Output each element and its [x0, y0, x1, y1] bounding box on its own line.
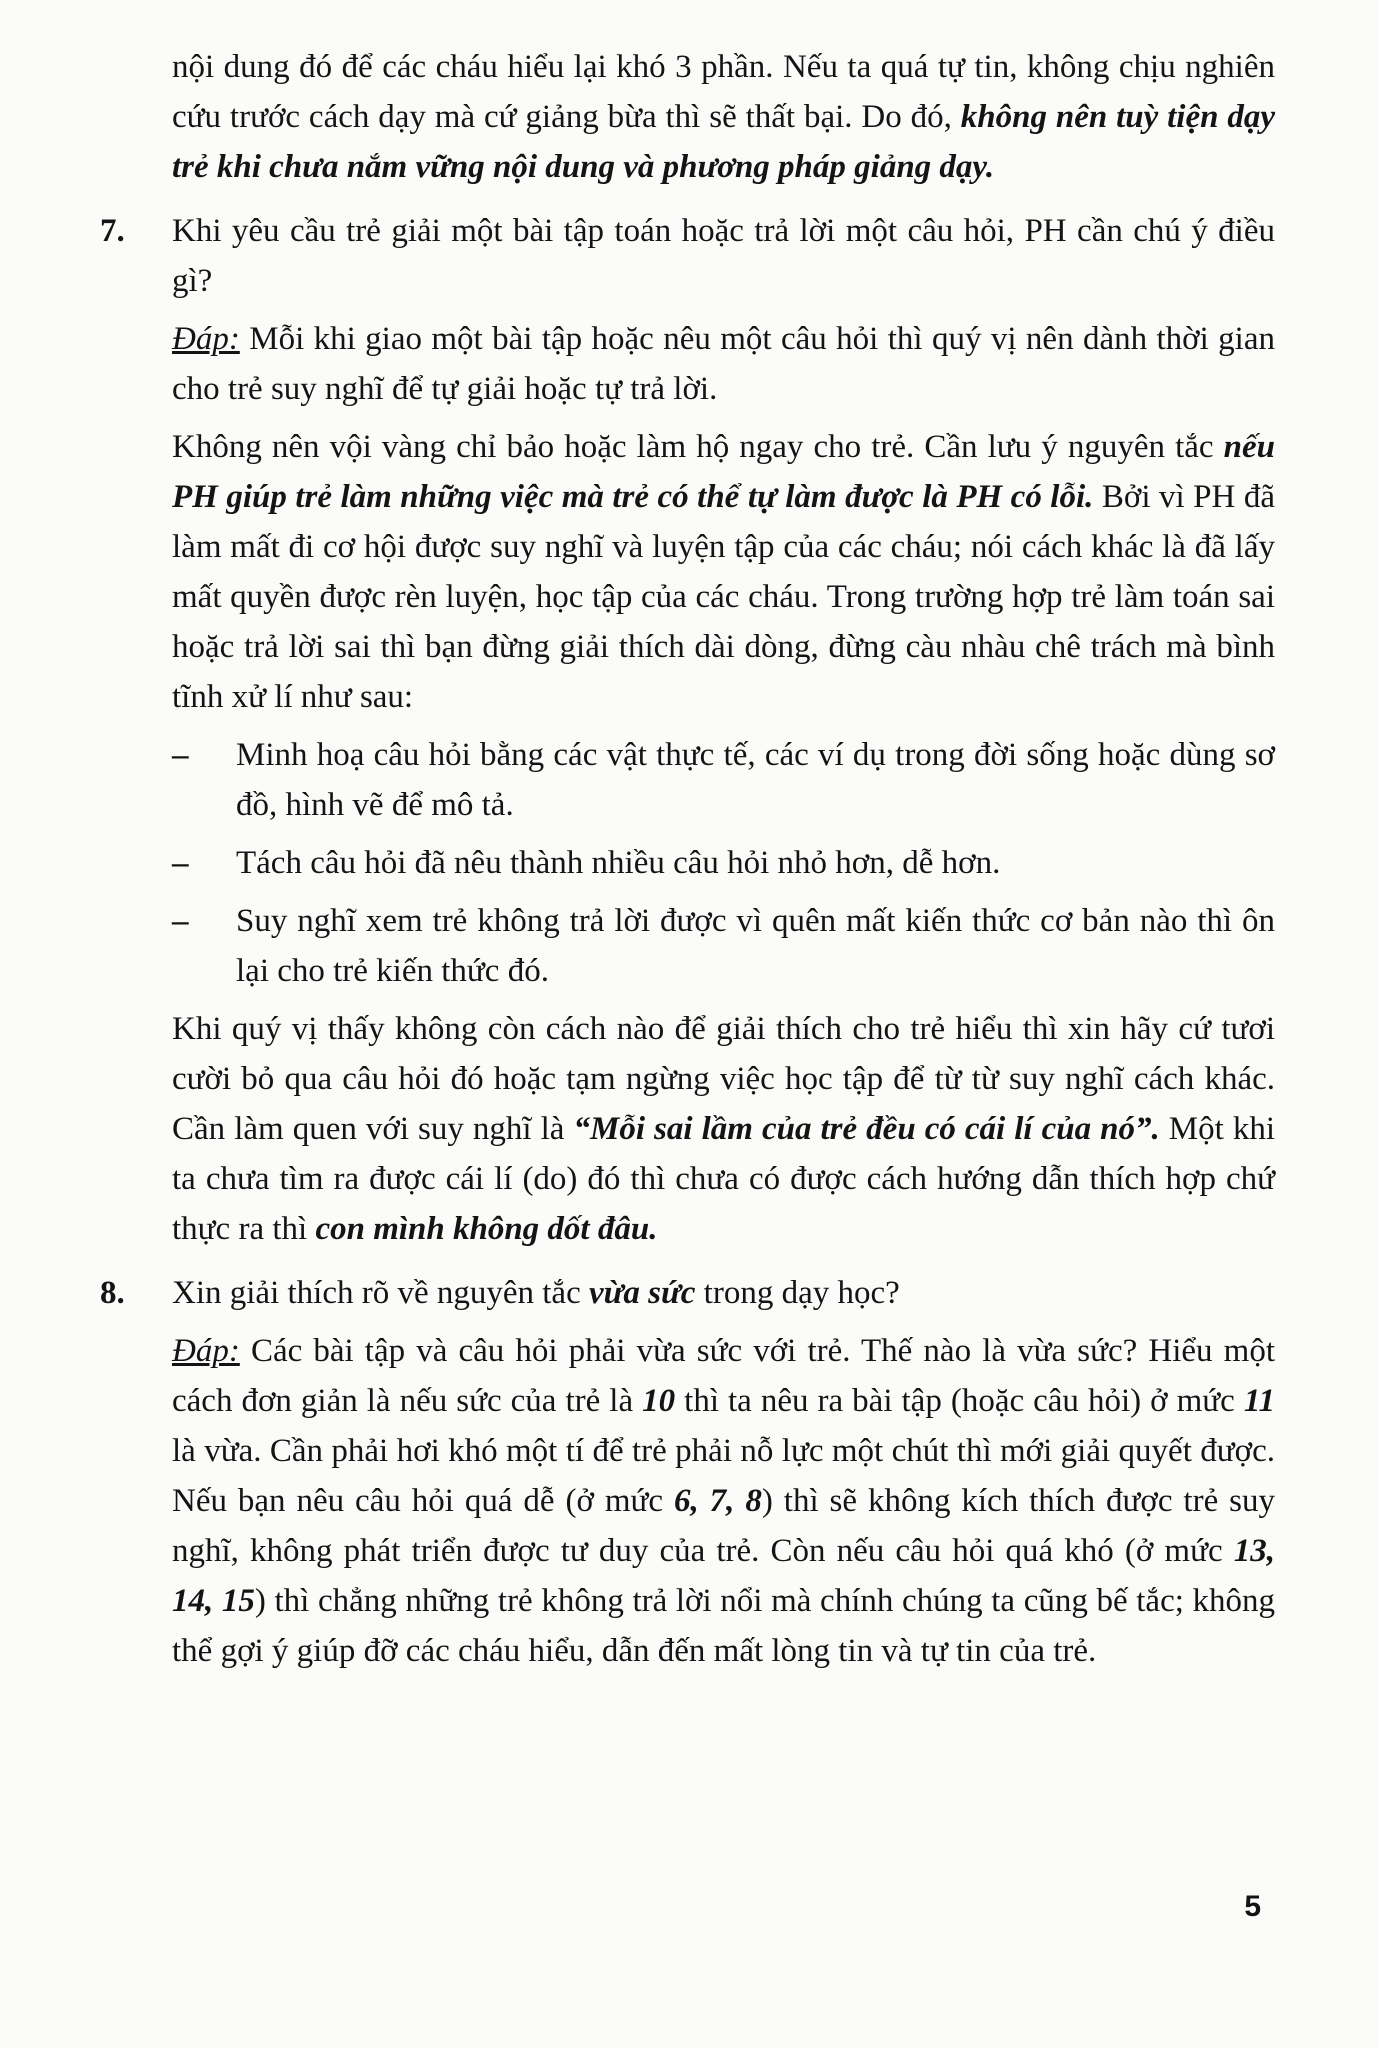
- answer-text: Các bài tập và câu hỏi phải vừa sức với trẻ. Thế nào là vừa sức? Hiểu một cách đơn giản là nếu sức của trẻ là: [172, 1333, 1275, 1419]
- question-text: trong dạy học?: [695, 1275, 900, 1311]
- answer-text: Bởi vì PH đã làm mất đi cơ hội được suy nghĩ và luyện tập của các cháu; nói cách khác là đã lấy mất quyền được rèn luyện, học tập của các cháu. Trong trường hợp trẻ làm toán sai hoặc trả lời sai thì bạn đừng giải thích dài dòng, đừng càu nhàu chê trách mà bình tĩnh xử lí như sau:: [172, 479, 1275, 715]
- bullet-item: [100, 896, 1275, 996]
- question-number: 7.: [100, 213, 125, 249]
- answer-label: Đáp:: [172, 1333, 240, 1369]
- question-7: [100, 206, 1275, 306]
- bullet-item: [100, 730, 1275, 830]
- answer-text: Không nên vội vàng chỉ bảo hoặc làm hộ ngay cho trẻ. Cần lưu ý nguyên tắc: [172, 429, 1224, 465]
- answer-label: Đáp:: [172, 321, 240, 357]
- page-body: [100, 42, 1275, 1676]
- answer-7-paragraph-3: [100, 1004, 1275, 1254]
- bullet-dash: –: [172, 903, 189, 939]
- answer-number: 13, 14, 15: [172, 1533, 1275, 1619]
- bullet-dash: –: [172, 737, 189, 773]
- answer-text: là vừa. Cần phải hơi khó một tí để trẻ phải nỗ lực một chút thì mới giải quyết được. Nếu bạn nêu câu hỏi quá dễ (ở mức: [172, 1433, 1275, 1519]
- answer-text: Khi quý vị thấy không còn cách nào để giải thích cho trẻ hiểu thì xin hãy cứ tươi cười bỏ qua câu hỏi đó hoặc tạm ngừng việc học tập để từ từ suy nghĩ cách khác. Cần làm quen với suy nghĩ là: [172, 1011, 1275, 1147]
- answer-emphasis: “Mỗi sai lầm của trẻ đều có cái lí của nó”.: [573, 1111, 1160, 1147]
- question-text: Khi yêu cầu trẻ giải một bài tập toán hoặc trả lời một câu hỏi, PH cần chú ý điều gì?: [172, 213, 1275, 299]
- intro-text: nội dung đó để các cháu hiểu lại khó 3 phần. Nếu ta quá tự tin, không chịu nghiên cứu trước cách dạy mà cứ giảng bừa thì sẽ thất bại. Do đó,: [172, 49, 1275, 135]
- answer-number: 6, 7, 8: [674, 1483, 762, 1519]
- question-emphasis: vừa sức: [588, 1275, 696, 1311]
- intro-paragraph: [100, 42, 1275, 192]
- bullet-text: Tách câu hỏi đã nêu thành nhiều câu hỏi nhỏ hơn, dễ hơn.: [236, 845, 1001, 881]
- answer-text: ) thì chẳng những trẻ không trả lời nổi mà chính chúng ta cũng bế tắc; không thể gợi ý giúp đỡ các cháu hiểu, dẫn đến mất lòng tin và tự tin của trẻ.: [172, 1583, 1276, 1669]
- intro-emphasis: không nên tuỳ tiện dạy trẻ khi chưa nắm vững nội dung và phương pháp giảng dạy.: [172, 99, 1276, 185]
- bullet-text: Suy nghĩ xem trẻ không trả lời được vì quên mất kiến thức cơ bản nào thì ôn lại cho trẻ kiến thức đó.: [236, 903, 1275, 989]
- question-number: 8.: [100, 1275, 125, 1311]
- question-8: [100, 1268, 1275, 1318]
- bullet-dash: –: [172, 845, 189, 881]
- bullet-item: [100, 838, 1275, 888]
- answer-emphasis: con mình không dốt đâu.: [315, 1211, 658, 1247]
- answer-text: Một khi ta chưa tìm ra được cái lí (do) đó thì chưa có được cách hướng dẫn thích hợp chứ thực ra thì: [172, 1111, 1275, 1247]
- page-number: 5: [1244, 1890, 1261, 1923]
- answer-text: ) thì sẽ không kích thích được trẻ suy nghĩ, không phát triển được tư duy của trẻ. Còn nếu câu hỏi quá khó (ở mức: [172, 1483, 1276, 1569]
- bullet-text: Minh hoạ câu hỏi bằng các vật thực tế, các ví dụ trong đời sống hoặc dùng sơ đồ, hình vẽ để mô tả.: [236, 737, 1275, 823]
- answer-7-paragraph-1: [100, 314, 1275, 414]
- answer-text: Mỗi khi giao một bài tập hoặc nêu một câu hỏi thì quý vị nên dành thời gian cho trẻ suy nghĩ để tự giải hoặc tự trả lời.: [172, 321, 1275, 407]
- answer-8-paragraph: [100, 1326, 1275, 1676]
- answer-number: 10: [642, 1383, 676, 1419]
- question-text: Xin giải thích rõ về nguyên tắc: [172, 1275, 589, 1311]
- answer-7-paragraph-2: [100, 422, 1275, 722]
- answer-number: 11: [1243, 1383, 1276, 1419]
- answer-emphasis: nếu PH giúp trẻ làm những việc mà trẻ có thể tự làm được là PH có lỗi.: [172, 429, 1275, 515]
- answer-text: thì ta nêu ra bài tập (hoặc câu hỏi) ở mức: [675, 1383, 1244, 1419]
